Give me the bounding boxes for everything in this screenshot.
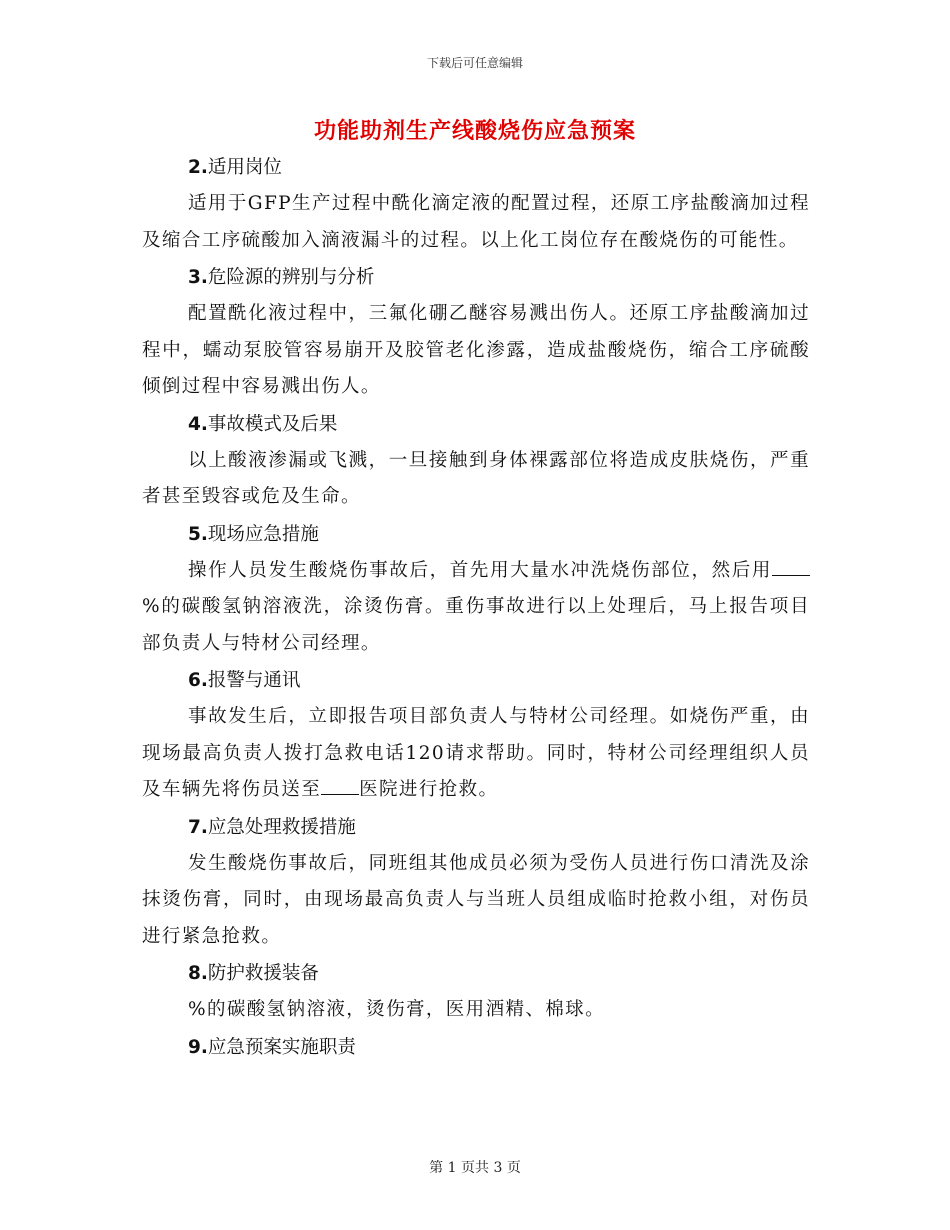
section-paragraph: 发生酸烧伤事故后，同班组其他成员必须为受伤人员进行伤口清洗及涂抹烫伤膏，同时，由现场最高负责人与当班人员组成临时抢救小组，对伤员进行紧急抢救。 — [142, 852, 810, 947]
section-paragraph — [142, 699, 810, 809]
fill-in-blank — [772, 561, 810, 576]
section-number: 7. — [188, 816, 208, 838]
section-heading — [188, 810, 810, 846]
paragraph-text: 医院进行抢救。 — [359, 779, 499, 800]
section-heading — [188, 150, 810, 186]
footer-suffix: 页 — [506, 1160, 521, 1176]
paragraph-text: %的碳酸氢钠溶液洗，涂烫伤膏。重伤事故进行以上处理后，马上报告项目部负责人与特材公司经理。 — [142, 596, 810, 654]
paragraph-text: 事故发生后，立即报告项目部负责人与特材公司经理。如烧伤严重，由现场最高负责人拨打急救电话120请求帮助。同时，特材公司经理组织人员及车辆先将伤员送至 — [142, 706, 810, 800]
section-title: 适用岗位 — [207, 157, 282, 178]
section-number: 6. — [188, 670, 208, 691]
section-title: 应急预案实施职责 — [207, 1036, 356, 1058]
section-number: 5. — [188, 523, 208, 545]
section-number: 4. — [188, 413, 208, 435]
section-title: 危险源的辨别与分析 — [207, 267, 375, 288]
section-number: 9. — [188, 1036, 208, 1058]
section-heading — [188, 260, 810, 296]
footer-total-pages: 3 — [493, 1160, 503, 1176]
section-heading — [188, 1030, 810, 1066]
section-heading — [188, 956, 810, 992]
section-title: 现场应急措施 — [207, 523, 319, 545]
section-paragraph — [142, 553, 810, 663]
section-title: 报警与通讯 — [207, 670, 301, 691]
fill-in-blank — [321, 780, 359, 795]
document-title: 功能助剂生产线酸烧伤应急预案 — [313, 118, 636, 144]
page-footer — [0, 1157, 950, 1177]
footer-prefix: 第 — [429, 1160, 444, 1176]
section-paragraph: %的碳酸氢钠溶液，烫伤膏，医用酒精、棉球。 — [188, 999, 605, 1020]
footer-middle: 页共 — [461, 1160, 489, 1176]
section-title: 应急处理救援措施 — [207, 816, 356, 838]
paragraph-text: 操作人员发生酸烧伤事故后，首先用大量水冲洗烧伤部位，然后用 — [188, 559, 772, 581]
section-title: 事故模式及后果 — [207, 413, 338, 435]
section-paragraph: 以上酸液渗漏或飞溅，一旦接触到身体裸露部位将造成皮肤烧伤，严重者甚至毁容或危及生命。 — [142, 449, 810, 507]
section-paragraph: 适用于GFP生产过程中酰化滴定液的配置过程，还原工序盐酸滴加过程及缩合工序硫酸加入滴液漏斗的过程。以上化工岗位存在酸烧伤的可能性。 — [142, 193, 810, 251]
section-heading — [188, 407, 810, 443]
section-title: 防护救援装备 — [207, 963, 319, 984]
page-header-note: 下载后可任意编辑 — [426, 56, 523, 70]
section-heading — [188, 663, 810, 699]
section-number: 2. — [188, 157, 208, 178]
section-number: 8. — [188, 963, 208, 984]
document-body — [142, 150, 810, 1066]
section-number: 3. — [188, 267, 208, 288]
section-heading — [188, 517, 810, 553]
footer-page-number: 1 — [447, 1160, 457, 1176]
section-paragraph: 配置酰化液过程中，三氟化硼乙醚容易溅出伤人。还原工序盐酸滴加过程中，蠕动泵胶管容易崩开及胶管老化渗露，造成盐酸烧伤，缩合工序硫酸倾倒过程中容易溅出伤人。 — [142, 303, 810, 397]
